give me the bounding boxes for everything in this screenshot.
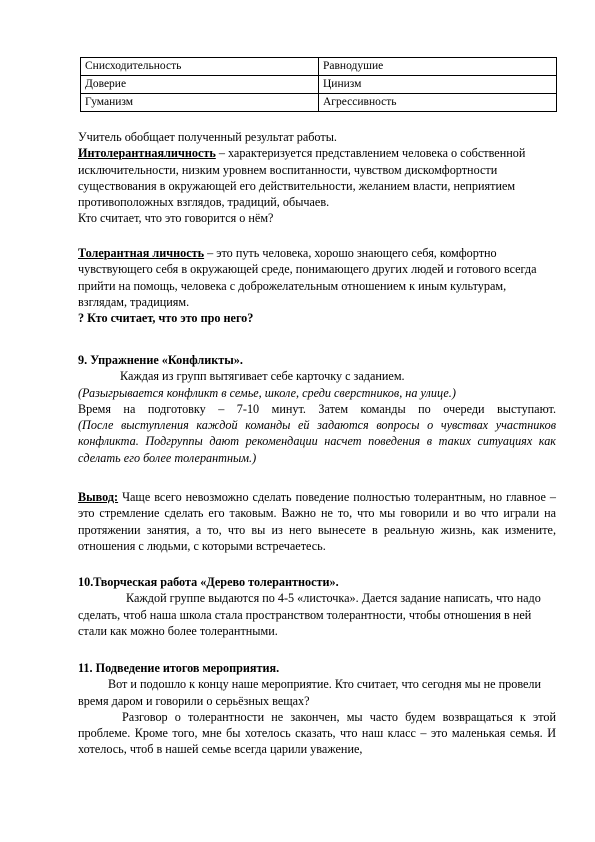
section10-heading: 10.Творческая работа «Дерево толерантности». bbox=[78, 575, 339, 589]
conclusion bbox=[78, 489, 556, 554]
exercise9-italic1: (Разыгрывается конфликт в семье, школе, среди сверстников, на улице.) bbox=[78, 385, 456, 400]
section10-text: Каждой группе выдаются по 4-5 «листочка». Дается задание написать, что надо сделать, чтоб наша школа стала пространством толерантности, чтобы отношения в ней стали как можно более толерантными. bbox=[78, 591, 541, 638]
table-row bbox=[81, 76, 557, 94]
intolerant-question: Кто считает, что это говорится о нём? bbox=[78, 211, 274, 226]
conclusion-block bbox=[78, 489, 556, 554]
tolerant-definition-text: – это путь человека, хорошо знающего себя, комфортно чувствующего себя в окружающей среде, понимающего других людей и готового всегда прийти на помощь, человека с доброжелательным отношением к иным культурам, взглядам, традициям. bbox=[78, 246, 537, 309]
exercise9-line1: Каждая из групп вытягивает себе карточку с заданием. bbox=[120, 369, 405, 384]
conclusion-label: Вывод: bbox=[78, 490, 119, 504]
section11-para2: Разговор о толерантности не закончен, мы часто будем возвращаться к этой проблеме. Кроме того, мне бы хотелось сказать, что наш класс – это маленькая семья. И хотелось, чтоб в нашей семье всегда царили уважение, bbox=[78, 709, 556, 757]
table-cell: Снисходительность bbox=[81, 58, 319, 76]
exercise9-heading: 9. Упражнение «Конфликты». bbox=[78, 353, 243, 367]
definitions-block bbox=[78, 129, 556, 227]
table-cell: Равнодушие bbox=[319, 58, 557, 76]
intolerant-definition bbox=[78, 145, 556, 210]
table-cell: Агрессивность bbox=[319, 94, 557, 112]
exercise9-line2: Время на подготовку – 7-10 минут. Затем команды по очереди выступают. bbox=[78, 401, 556, 416]
tolerant-definition bbox=[78, 245, 556, 310]
traits-table bbox=[80, 57, 557, 112]
tolerant-term: Толерантная личность bbox=[78, 246, 205, 260]
table-cell: Гуманизм bbox=[81, 94, 319, 112]
tolerant-question: ? Кто считает, что это про него? bbox=[78, 311, 254, 326]
section10-block bbox=[78, 574, 556, 639]
table-cell: Доверие bbox=[81, 76, 319, 94]
section11-block bbox=[78, 660, 556, 758]
exercise9-block bbox=[78, 352, 556, 466]
table-row bbox=[81, 94, 557, 112]
exercise9-italic2: (После выступления каждой команды ей задаются вопросы о чувствах участников конфликта. Подгруппы дают рекомендации насчет поведения в таких ситуациях как сделать его более толерантным.) bbox=[78, 418, 556, 465]
intolerant-term: Интолерантнаяличность bbox=[78, 146, 216, 161]
section11-para1: Вот и подошло к концу наше мероприятие. Кто считает, что сегодня мы не провели время даром и говорили о серьёзных вещах? bbox=[78, 677, 542, 708]
conclusion-text: Чаще всего невозможно сделать поведение полностью толерантным, но главное – это стремление сделать его таковым. Важно не то, что мы говорили и во что играли на протяжении занятия, а то, что вы из него вынесете в реальную жизнь, как измените, отношения с людьми, с которыми встречаетесь. bbox=[78, 490, 556, 553]
section11-heading: 11. Подведение итогов мероприятия. bbox=[78, 661, 280, 675]
intolerant-definition-text: – характеризуется представлением человека о собственной исключительности, низким уровнем воспитанности, чувством дискомфортности существования в окружающей его действительности, желанием власти, неприятием противоположных взглядов, традиций, обычаев. bbox=[78, 146, 526, 210]
teacher-summary: Учитель обобщает полученный результат работы. bbox=[78, 130, 337, 144]
table-row bbox=[81, 58, 557, 76]
tolerant-block bbox=[78, 245, 556, 326]
table-cell: Цинизм bbox=[319, 76, 557, 94]
